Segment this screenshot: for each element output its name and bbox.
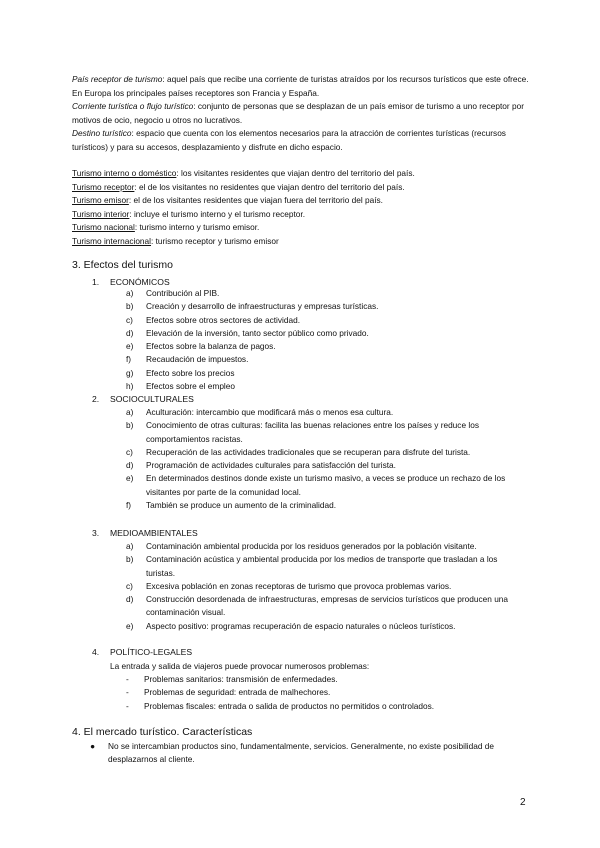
tourism-type-internacional	[72, 235, 532, 249]
page-number: 2	[520, 797, 526, 808]
definition-destino-turistico	[72, 127, 532, 154]
tourism-type-term: Turismo nacional	[72, 222, 135, 233]
tourism-type-receptor	[72, 181, 532, 195]
section-4-title: 4. El mercado turístico. Características	[72, 726, 253, 738]
list-item	[126, 287, 526, 300]
item-text: Problemas de seguridad: entrada de malhechores.	[144, 687, 331, 698]
tourism-type-term: Turismo interior	[72, 208, 130, 219]
item-text: Aculturación: intercambio que modificará más o menos esa cultura.	[146, 407, 394, 417]
list-item	[126, 367, 526, 380]
tourism-type-term: Turismo interno o doméstico	[72, 168, 177, 178]
item-text: Recaudación de impuestos.	[146, 354, 249, 365]
item-text: Contaminación ambiental producida por los residuos generados por la población visitante.	[146, 541, 477, 551]
item-letter: c)	[126, 580, 133, 591]
definition-term: Destino turístico	[72, 128, 132, 139]
tourism-type-interior	[72, 208, 532, 222]
category-medioambientales	[92, 527, 198, 539]
tourism-type-text: : los visitantes residentes que viajan dentro del territorio del país.	[176, 168, 415, 178]
item-letter: a)	[126, 288, 134, 298]
list-item	[126, 580, 526, 593]
tourism-type-term: Turismo receptor	[72, 181, 135, 192]
list-item	[126, 686, 526, 699]
socioculturales-list	[126, 406, 526, 512]
definition-pais-receptor	[72, 73, 532, 100]
item-letter: d)	[126, 460, 134, 471]
list-item	[126, 419, 526, 446]
item-text: Recuperación de las actividades tradicionales que se recuperan para disfrute del turista.	[146, 446, 471, 457]
item-letter: f)	[126, 500, 132, 511]
item-text: En determinados destinos donde existe un turismo masivo, a veces se produce un rechazo de los visitantes por parte de la comunidad local.	[146, 473, 506, 497]
list-item	[126, 673, 526, 686]
list-item	[126, 340, 526, 353]
item-letter: h)	[126, 381, 134, 392]
item-text: Efectos sobre la balanza de pagos.	[146, 341, 276, 352]
list-item	[126, 700, 526, 713]
item-letter: e)	[126, 473, 134, 484]
definition-term: País receptor de turismo	[72, 74, 163, 84]
list-item	[126, 459, 526, 472]
item-letter: c)	[126, 446, 133, 457]
definition-text: : conjunto de personas que se desplazan de un país emisor de turismo a uno receptor por motivos de ocio, negocio u otros no lucrativos.	[72, 101, 524, 125]
item-dash: -	[126, 700, 129, 711]
category-number: 4.	[92, 647, 100, 657]
section-4-bullets	[90, 740, 530, 767]
item-text: No se intercambian productos sino, fundamentalmente, servicios. Generalmente, no existe posibilidad de desplazarnos al cliente.	[108, 741, 495, 765]
medioambientales-list	[126, 540, 526, 633]
item-letter: f)	[126, 354, 132, 365]
definitions-block	[72, 73, 532, 155]
tourism-type-interno	[72, 167, 532, 181]
item-text: Contaminación acústica y ambiental producida por los medios de transporte que trasladan a los turistas.	[146, 554, 498, 578]
category-number: 2.	[92, 394, 100, 404]
item-dash: -	[126, 674, 129, 684]
tourism-type-text: : turismo receptor y turismo emisor	[151, 235, 279, 246]
bullet-icon: ●	[90, 741, 96, 751]
category-label: SOCIOCULTURALES	[110, 394, 194, 404]
item-text: Excesiva población en zonas receptoras de turismo que provoca problemas varios.	[146, 580, 452, 591]
category-socioculturales	[92, 393, 194, 405]
definition-corriente-turistica	[72, 100, 532, 127]
tourism-type-text: : el de los visitantes no residentes que viajan dentro del territorio del país.	[134, 181, 405, 192]
category-number: 3.	[92, 528, 100, 538]
tourism-type-emisor	[72, 194, 532, 208]
item-letter: b)	[126, 554, 134, 565]
list-item	[90, 740, 530, 767]
item-text: Problemas fiscales: entrada o salida de productos no permitidos o controlados.	[144, 700, 435, 711]
item-text: Elevación de la inversión, tanto sector público como privado.	[146, 327, 369, 338]
item-letter: d)	[126, 327, 134, 338]
list-item	[126, 553, 526, 580]
definition-text: : espacio que cuenta con los elementos necesarios para la atracción de corrientes turísticas (recursos turísticos) y para su accesos, desplazamiento y disfrute en dicho espacio.	[72, 128, 506, 152]
tourism-types-block	[72, 167, 532, 249]
list-item	[126, 620, 526, 633]
list-item	[126, 472, 526, 499]
item-text: También se produce un aumento de la criminalidad.	[146, 500, 337, 511]
list-item	[126, 499, 526, 512]
item-letter: d)	[126, 594, 134, 605]
tourism-type-nacional	[72, 221, 532, 235]
item-dash: -	[126, 687, 129, 698]
item-letter: g)	[126, 367, 134, 378]
tourism-type-text: : incluye el turismo interno y el turismo receptor.	[129, 208, 306, 219]
item-text: Aspecto positivo: programas recuperación de espacio naturales o núcleos turísticos.	[146, 620, 456, 631]
category-label: MEDIOAMBIENTALES	[110, 528, 198, 538]
category-number: 1.	[92, 277, 100, 287]
list-item	[126, 314, 526, 327]
tourism-type-text: : el de los visitantes residentes que viajan fuera del territorio del país.	[128, 195, 383, 206]
politico-list	[126, 673, 526, 713]
item-text: Contribución al PIB.	[146, 288, 220, 298]
item-letter: b)	[126, 301, 134, 312]
list-item	[126, 353, 526, 366]
item-text: Conocimiento de otras culturas: facilita las buenas relaciones entre los países y reduce los comportamientos racistas.	[146, 420, 479, 444]
economicos-list	[126, 287, 526, 393]
item-text: Efectos sobre otros sectores de actividad.	[146, 314, 301, 325]
list-item	[126, 446, 526, 459]
category-label: POLÍTICO-LEGALES	[110, 647, 193, 657]
item-letter: e)	[126, 341, 134, 352]
item-letter: a)	[126, 541, 134, 551]
list-item	[126, 380, 526, 393]
item-text: Efectos sobre el empleo	[146, 381, 236, 392]
item-letter: b)	[126, 420, 134, 431]
item-letter: a)	[126, 407, 134, 417]
tourism-type-text: : turismo interno y turismo emisor.	[134, 222, 260, 233]
list-item	[126, 593, 526, 620]
politico-intro: La entrada y salida de viajeros puede provocar numerosos problemas:	[110, 661, 370, 671]
item-text: Programación de actividades culturales para satisfacción del turista.	[146, 460, 396, 471]
tourism-type-term: Turismo internacional	[72, 235, 152, 246]
item-text: Construcción desordenada de infraestructuras, empresas de servicios turísticos que producen una contaminación visual.	[146, 594, 509, 618]
item-letter: e)	[126, 620, 134, 631]
section-3-title: 3. Efectos del turismo	[72, 259, 173, 271]
definition-term: Corriente turística o flujo turístico	[72, 101, 194, 112]
item-letter: c)	[126, 314, 133, 325]
list-item	[126, 327, 526, 340]
list-item	[126, 300, 526, 313]
list-item	[126, 540, 526, 553]
category-label: ECONÓMICOS	[110, 277, 170, 287]
item-text: Efecto sobre los precios	[146, 367, 235, 378]
definition-text: : aquel país que recibe una corriente de turistas atraídos por los recursos turísticos que este ofrece. En Europa los principales países receptores son Francia y España.	[72, 74, 529, 98]
item-text: Creación y desarrollo de infraestructuras y empresas turísticas.	[146, 301, 379, 312]
item-text: Problemas sanitarios: transmisión de enfermedades.	[144, 674, 338, 684]
tourism-type-term: Turismo emisor	[72, 195, 129, 206]
list-item	[126, 406, 526, 419]
category-politico-legales	[92, 646, 192, 658]
